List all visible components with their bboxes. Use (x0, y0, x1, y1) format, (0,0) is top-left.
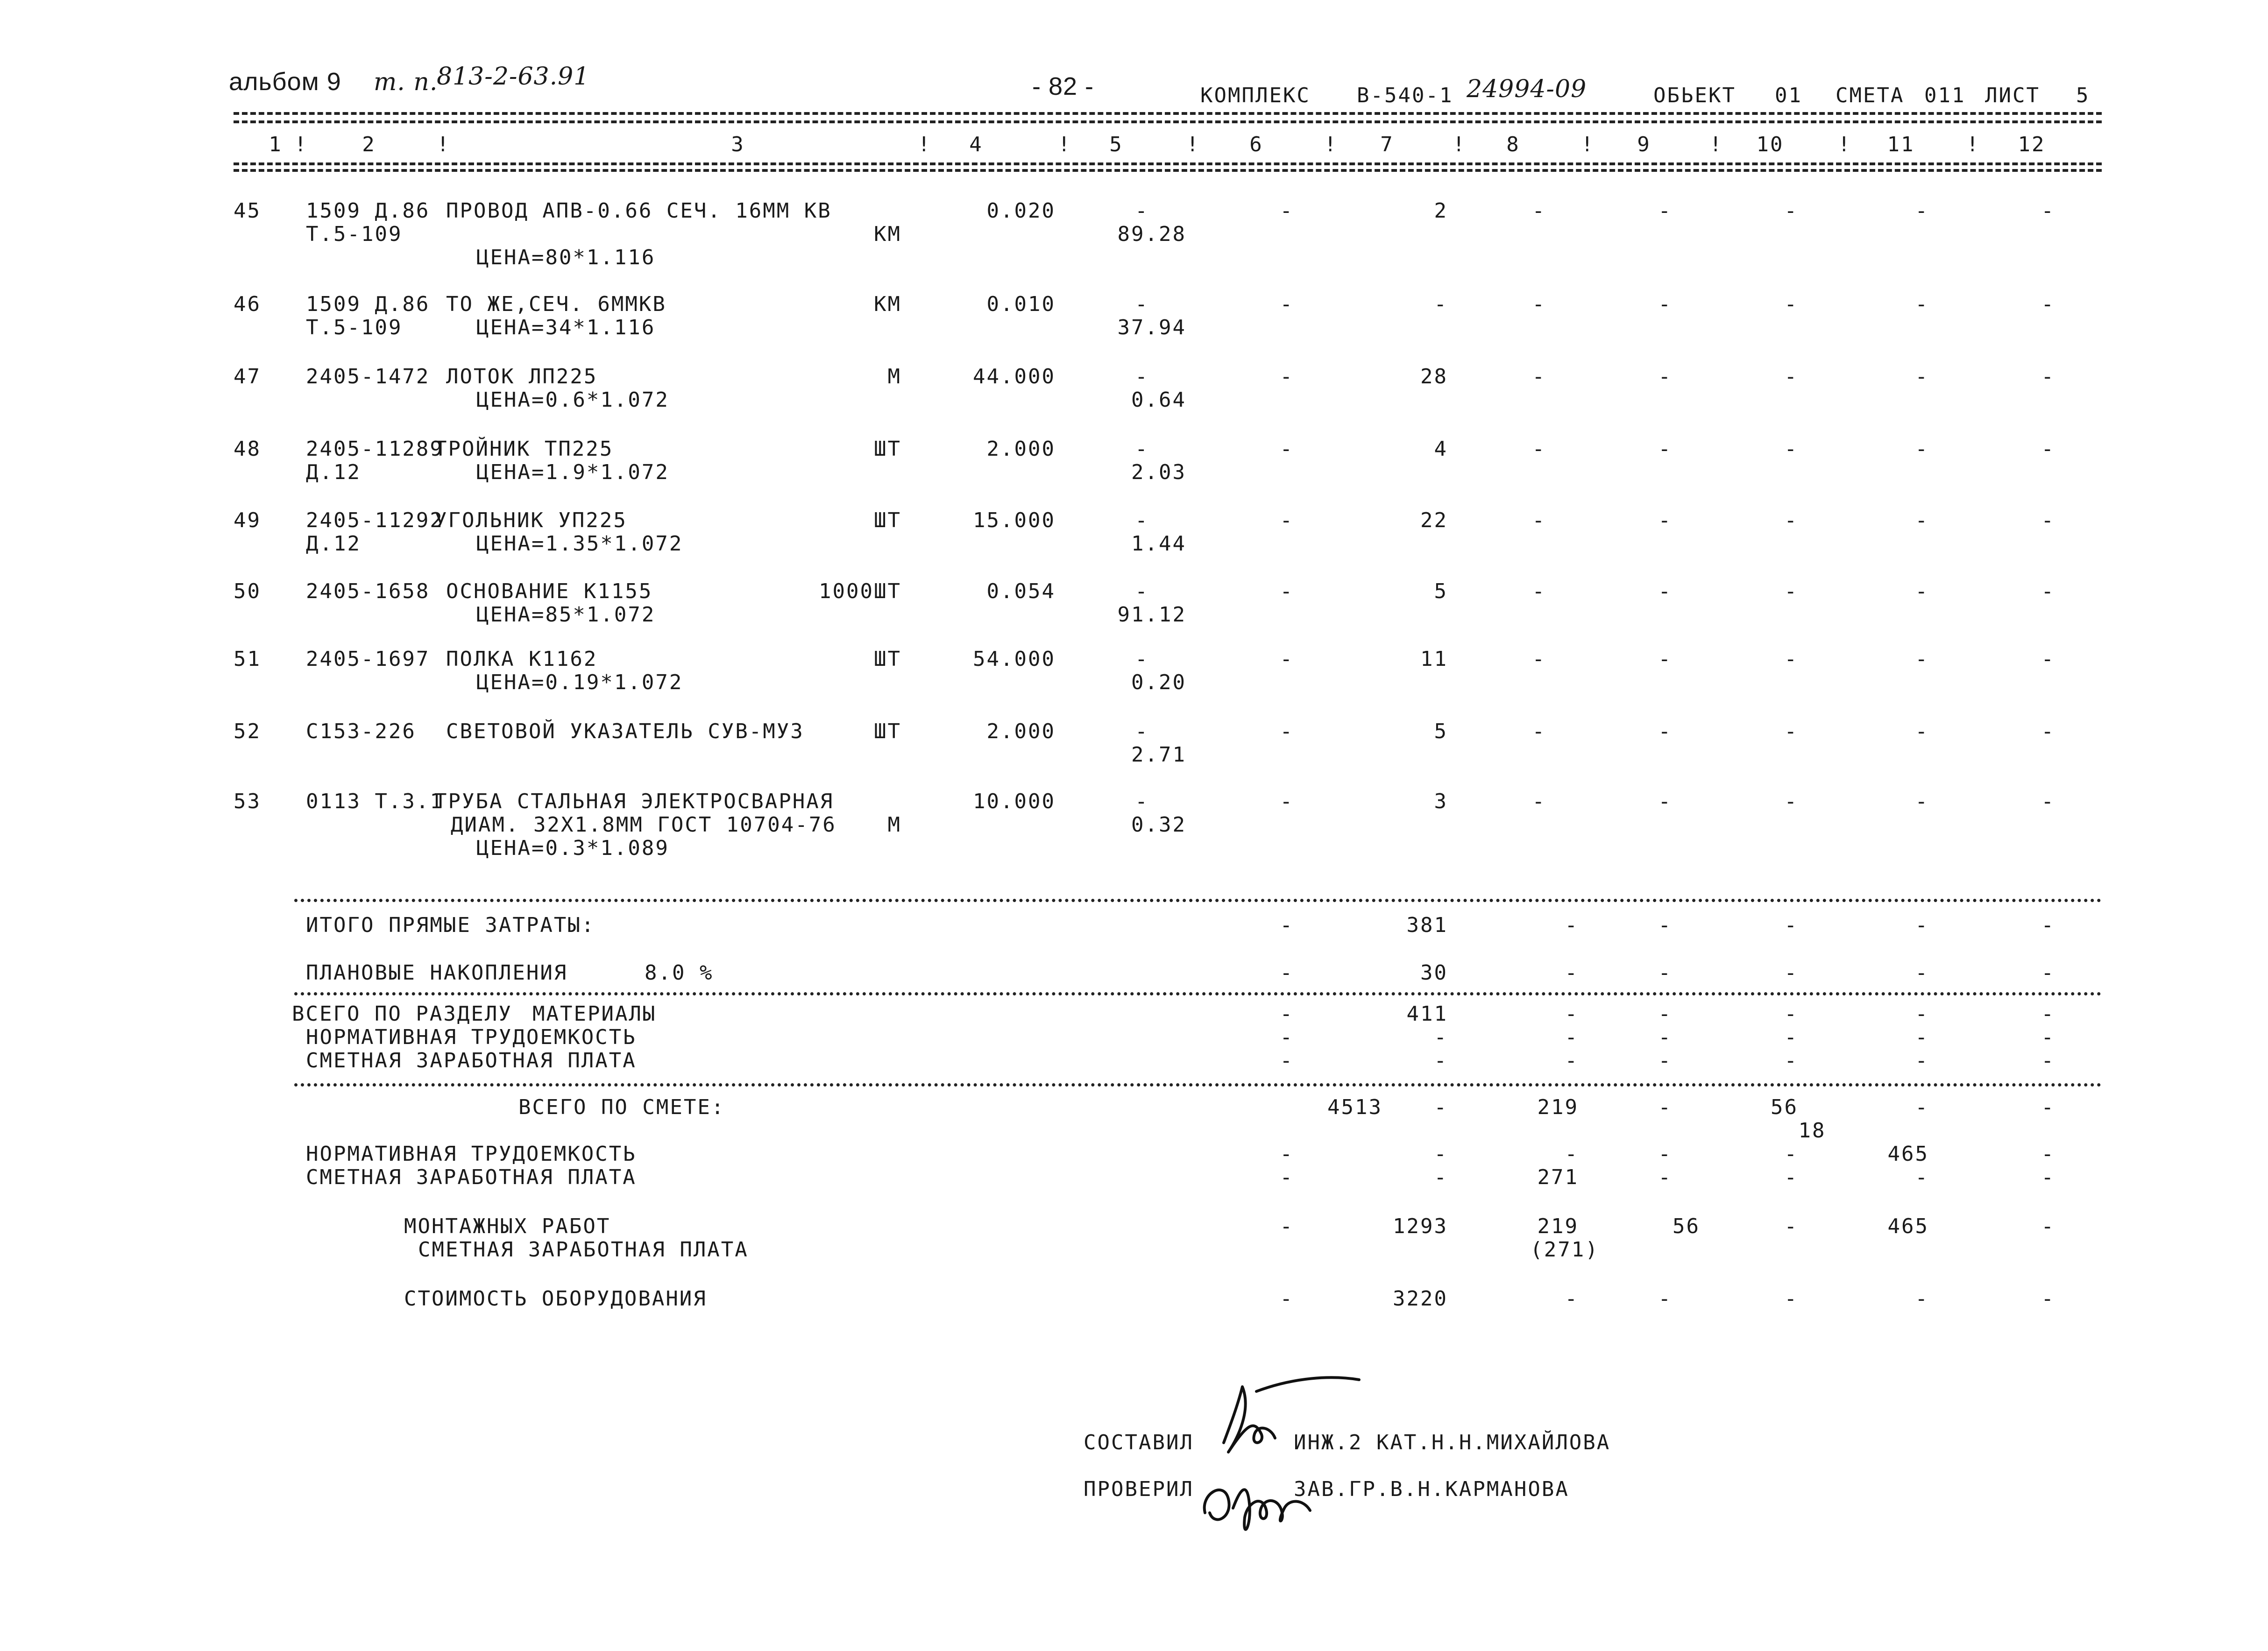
totals-cell: - (1434, 1165, 1448, 1189)
totals-cell: - (1658, 1002, 1672, 1026)
row-c9: - (1658, 647, 1672, 671)
row-c11: - (1915, 365, 1929, 388)
col-header: 7 (1380, 133, 1394, 156)
row-c10: - (1784, 720, 1798, 743)
estimate-labor-label: НОРМАТИВНАЯ ТРУДОЕМКОСТЬ (306, 1142, 637, 1166)
row-description: ТРУБА СТАЛЬНАЯ ЭЛЕКТРОСВАРНАЯ (434, 790, 834, 813)
estimate-total-label: ВСЕГО ПО СМЕТЕ: (518, 1095, 725, 1119)
row-price-formula: ЦЕНА=34*1.116 (476, 316, 656, 339)
row-c10: - (1784, 292, 1798, 316)
row-c9: - (1658, 720, 1672, 743)
row-c12: - (2041, 647, 2055, 671)
totals-cell: - (1784, 1025, 1798, 1049)
totals-cell: - (1658, 1165, 1672, 1189)
row-col5-dash: - (1135, 437, 1149, 461)
row-code: 2405-1697 (306, 647, 430, 671)
header-rule-top-2 (234, 120, 2102, 123)
row-code: 0113 Т.3.1 (306, 790, 444, 813)
col-header: 9 (1637, 133, 1651, 156)
row-c6: - (1280, 292, 1294, 316)
row-c8: - (1532, 199, 1546, 223)
row-price-formula: ДИАМ. 32Х1.8ММ ГОСТ 10704-76 (451, 813, 836, 837)
row-unit-price: 89.28 (1117, 222, 1186, 246)
totals-cell: - (1915, 1287, 1929, 1311)
row-quantity: 2.000 (986, 437, 1056, 461)
section-labor-label: НОРМАТИВНАЯ ТРУДОЕМКОСТЬ (306, 1025, 637, 1049)
row-price-formula: ЦЕНА=0.19*1.072 (476, 670, 683, 694)
row-col5-dash: - (1135, 720, 1149, 743)
page-number: - 82 - (1032, 72, 1094, 100)
totals-cell: - (1658, 961, 1672, 985)
row-c8: - (1532, 647, 1546, 671)
totals-cell: - (1915, 913, 1929, 937)
row-quantity: 0.020 (986, 199, 1056, 223)
totals-cell: - (1280, 1287, 1294, 1311)
row-unit-price: 91.12 (1117, 603, 1186, 627)
totals-cell: - (1565, 1287, 1579, 1311)
totals-cell: 271 (1537, 1165, 1579, 1189)
row-description: СВЕТОВОЙ УКАЗАТЕЛЬ СУВ-МУЗ (446, 720, 804, 743)
totals-cell: - (1784, 1142, 1798, 1166)
row-reference: Д.12 (306, 460, 361, 484)
col-separator: ! (1838, 133, 1852, 156)
equipment-cost-label: СТОИМОСТЬ ОБОРУДОВАНИЯ (404, 1287, 707, 1311)
totals-cell: - (1915, 1025, 1929, 1049)
col-separator: ! (294, 133, 308, 156)
totals-cell: - (2041, 1025, 2055, 1049)
totals-cell: 3220 (1393, 1287, 1448, 1311)
row-price-formula-2: ЦЕНА=0.3*1.089 (476, 836, 669, 860)
row-col5-dash: - (1135, 647, 1149, 671)
row-c6: - (1280, 720, 1294, 743)
col-header: 5 (1109, 133, 1123, 156)
totals-cell: - (1565, 1049, 1579, 1072)
row-reference: Д.12 (306, 532, 361, 556)
row-c12: - (2041, 720, 2055, 743)
row-c7: 3 (1434, 790, 1448, 813)
totals-cell: - (1565, 1002, 1579, 1026)
totals-cell: - (1280, 1165, 1294, 1189)
totals-cell: 4513 (1327, 1095, 1382, 1119)
row-c11: - (1915, 790, 1929, 813)
row-c7: 5 (1434, 579, 1448, 603)
checked-label: ПРОВЕРИЛ (1084, 1477, 1194, 1501)
row-col5-dash: - (1135, 579, 1149, 603)
row-reference: Т.5-109 (306, 222, 403, 246)
col-separator: ! (437, 133, 451, 156)
row-unit: КМ (874, 292, 901, 316)
row-c12: - (2041, 365, 2055, 388)
totals-cell: - (2041, 1142, 2055, 1166)
object-label: ОБЬЕКТ (1653, 84, 1736, 107)
totals-cell: - (2041, 1165, 2055, 1189)
row-code: С153-226 (306, 720, 416, 743)
row-c9: - (1658, 199, 1672, 223)
row-c6: - (1280, 365, 1294, 388)
row-c10: - (1784, 790, 1798, 813)
row-quantity: 44.000 (973, 365, 1056, 388)
totals-cell: - (1280, 1214, 1294, 1238)
totals-cell: 1293 (1393, 1214, 1448, 1238)
header-rule-top (234, 112, 2102, 115)
row-quantity: 54.000 (973, 647, 1056, 671)
row-c7: 28 (1420, 365, 1448, 388)
totals-cell: - (1280, 961, 1294, 985)
row-col5-dash: - (1135, 199, 1149, 223)
totals-cell: - (1658, 1095, 1672, 1119)
estimate-label: СМЕТА (1836, 84, 1905, 107)
tp-label: т. п. (374, 68, 438, 96)
row-c7: 11 (1420, 647, 1448, 671)
row-c12: - (2041, 199, 2055, 223)
row-c8: - (1532, 579, 1546, 603)
col-separator: ! (1966, 133, 1980, 156)
row-unit-price: 0.64 (1131, 388, 1186, 412)
row-c6: - (1280, 790, 1294, 813)
col-header: 6 (1249, 133, 1263, 156)
row-unit: ШТ (874, 508, 901, 532)
col-separator: ! (1058, 133, 1072, 156)
row-description: ПОЛКА К1162 (446, 647, 598, 671)
row-description: УГОЛЬНИК УП225 (434, 508, 627, 532)
row-col5-dash: - (1135, 790, 1149, 813)
totals-cell: - (1434, 1049, 1448, 1072)
installation-label: МОНТАЖНЫХ РАБОТ (404, 1214, 611, 1238)
totals-divider-2 (294, 992, 2102, 995)
row-c10: - (1784, 647, 1798, 671)
totals-cell: - (1434, 1095, 1448, 1119)
row-code: 2405-1658 (306, 579, 430, 603)
totals-cell: 465 (1887, 1214, 1929, 1238)
composed-label: СОСТАВИЛ (1084, 1431, 1194, 1454)
row-description: ПРОВОД АПВ-0.66 СЕЧ. 16ММ КВ (446, 199, 832, 223)
row-unit-price: 2.03 (1131, 460, 1186, 484)
checked-by: ЗАВ.ГР.В.Н.КАРМАНОВА (1294, 1477, 1569, 1501)
section-total-name: МАТЕРИАЛЫ (532, 1002, 657, 1026)
row-reference: Т.5-109 (306, 316, 403, 339)
row-unit-price: 37.94 (1117, 316, 1186, 339)
row-c7: 5 (1434, 720, 1448, 743)
totals-cell: - (1280, 1049, 1294, 1072)
row-code: 1509 Д.86 (306, 292, 430, 316)
row-c11: - (1915, 647, 1929, 671)
row-c8: - (1532, 437, 1546, 461)
row-c10: - (1784, 579, 1798, 603)
installation-wage-label: СМЕТНАЯ ЗАРАБОТНАЯ ПЛАТА (418, 1238, 749, 1262)
estimate-wage-label: СМЕТНАЯ ЗАРАБОТНАЯ ПЛАТА (306, 1165, 637, 1189)
totals-cell: - (1915, 1002, 1929, 1026)
row-c7: - (1434, 292, 1448, 316)
estimate-value: 011 (1924, 84, 1966, 107)
object-value: 01 (1775, 84, 1802, 107)
row-c6: - (1280, 508, 1294, 532)
totals-cell: 381 (1406, 913, 1448, 937)
row-quantity: 10.000 (973, 790, 1056, 813)
row-quantity: 15.000 (973, 508, 1056, 532)
row-c9: - (1658, 365, 1672, 388)
col-header: 8 (1506, 133, 1520, 156)
row-c8: - (1532, 790, 1546, 813)
row-description: ТО ЖЕ,СЕЧ. 6ММКВ (446, 292, 666, 316)
totals-cell: - (1784, 1287, 1798, 1311)
totals-cell: 465 (1887, 1142, 1929, 1166)
col-separator: ! (1324, 133, 1338, 156)
totals-cell: - (1784, 1165, 1798, 1189)
row-c9: - (1658, 292, 1672, 316)
album-label: альбом 9 (229, 68, 341, 96)
row-unit: КМ (874, 222, 901, 246)
row-unit: ШТ (874, 647, 901, 671)
row-c11: - (1915, 437, 1929, 461)
totals-cell: - (1565, 1142, 1579, 1166)
totals-cell: - (1280, 1142, 1294, 1166)
row-quantity: 0.054 (986, 579, 1056, 603)
row-number: 51 (234, 647, 261, 671)
totals-cell: 411 (1406, 1002, 1448, 1026)
row-c6: - (1280, 579, 1294, 603)
complex-label: КОМПЛЕКС (1200, 84, 1311, 107)
totals-cell: 219 (1537, 1095, 1579, 1119)
row-number: 46 (234, 292, 261, 316)
row-price-formula-2: ЦЕНА=80*1.116 (476, 246, 656, 269)
row-number: 52 (234, 720, 261, 743)
row-c11: - (1915, 199, 1929, 223)
totals-cell: - (1915, 1049, 1929, 1072)
row-code: 1509 Д.86 (306, 199, 430, 223)
totals-cell: - (1784, 961, 1798, 985)
row-c11: - (1915, 579, 1929, 603)
planned-accumulations-label: ПЛАНОВЫЕ НАКОПЛЕНИЯ (306, 961, 568, 985)
row-price-formula: ЦЕНА=1.35*1.072 (476, 532, 683, 556)
col-header: 2 (362, 133, 376, 156)
row-c10: - (1784, 508, 1798, 532)
complex-handwritten: 24994-09 (1467, 75, 1587, 103)
row-c12: - (2041, 508, 2055, 532)
row-unit-price: 1.44 (1131, 532, 1186, 556)
totals-cell: - (1565, 913, 1579, 937)
sheet-label: ЛИСТ (1985, 84, 2040, 107)
section-total-label: ВСЕГО ПО РАЗДЕЛУ (292, 1002, 512, 1026)
col-header: 12 (2018, 133, 2046, 156)
row-c10: - (1784, 437, 1798, 461)
totals-cell: - (1658, 1287, 1672, 1311)
row-unit: 1000ШТ (819, 579, 901, 603)
row-c9: - (1658, 790, 1672, 813)
row-c12: - (2041, 790, 2055, 813)
row-quantity: 0.010 (986, 292, 1056, 316)
row-number: 47 (234, 365, 261, 388)
row-c10: - (1784, 199, 1798, 223)
col-separator: ! (918, 133, 932, 156)
totals-cell: - (1915, 1165, 1929, 1189)
totals-cell: - (1565, 1025, 1579, 1049)
totals-cell: - (1658, 1142, 1672, 1166)
row-c8: - (1532, 508, 1546, 532)
header-rule-bottom-2 (234, 169, 2102, 172)
row-c6: - (1280, 647, 1294, 671)
header-rule-bottom (234, 162, 2102, 165)
tp-number: 813-2-63.91 (437, 63, 590, 91)
col-header: 11 (1887, 133, 1915, 156)
row-c6: - (1280, 199, 1294, 223)
row-c9: - (1658, 508, 1672, 532)
row-unit-price: 2.71 (1131, 743, 1186, 767)
row-col5-dash: - (1135, 365, 1149, 388)
row-unit: М (887, 365, 901, 388)
row-c6: - (1280, 437, 1294, 461)
totals-divider-3 (294, 1083, 2102, 1087)
composed-by: ИНЖ.2 КАТ.Н.Н.МИХАЙЛОВА (1294, 1431, 1611, 1454)
totals-cell: - (2041, 1287, 2055, 1311)
row-c7: 2 (1434, 199, 1448, 223)
row-code: 2405-11292 (306, 508, 444, 532)
row-code: 2405-11289 (306, 437, 444, 461)
totals-cell: - (1784, 1002, 1798, 1026)
sheet-value: 5 (2076, 84, 2090, 107)
col-header: 4 (969, 133, 983, 156)
totals-cell: - (2041, 1002, 2055, 1026)
totals-cell: - (1565, 961, 1579, 985)
totals-cell: - (1280, 913, 1294, 937)
totals-cell: - (1658, 1049, 1672, 1072)
col-separator: ! (1709, 133, 1723, 156)
row-number: 50 (234, 579, 261, 603)
row-description: ТРОЙНИК ТП225 (434, 437, 614, 461)
row-number: 49 (234, 508, 261, 532)
totals-cell: - (1784, 1049, 1798, 1072)
totals-cell: 219 (1537, 1214, 1579, 1238)
row-c11: - (1915, 508, 1929, 532)
totals-cell: 56 (1673, 1214, 1700, 1238)
row-c12: - (2041, 437, 2055, 461)
row-price-formula: ЦЕНА=0.6*1.072 (476, 388, 669, 412)
col-separator: ! (1186, 133, 1200, 156)
row-unit: ШТ (874, 720, 901, 743)
totals-cell: - (1434, 1025, 1448, 1049)
totals-cell: - (2041, 961, 2055, 985)
row-c9: - (1658, 579, 1672, 603)
row-number: 48 (234, 437, 261, 461)
row-description: ЛОТОК ЛП225 (446, 365, 598, 388)
row-unit: ШТ (874, 437, 901, 461)
totals-cell: - (2041, 1049, 2055, 1072)
totals-cell: 30 (1420, 961, 1448, 985)
row-c12: - (2041, 292, 2055, 316)
col-separator: ! (1453, 133, 1467, 156)
totals-cell: - (2041, 913, 2055, 937)
totals-cell: - (1280, 1025, 1294, 1049)
row-c8: - (1532, 720, 1546, 743)
col-header: 3 (731, 133, 745, 156)
col-header: 1 (269, 133, 283, 156)
row-c11: - (1915, 292, 1929, 316)
totals-cell: - (2041, 1095, 2055, 1119)
row-quantity: 2.000 (986, 720, 1056, 743)
row-c10: - (1784, 365, 1798, 388)
row-c7: 4 (1434, 437, 1448, 461)
row-unit-price: 0.32 (1131, 813, 1186, 837)
row-col5-dash: - (1135, 292, 1149, 316)
totals-divider-1 (294, 899, 2102, 902)
row-col5-dash: - (1135, 508, 1149, 532)
col-separator: ! (1581, 133, 1595, 156)
row-c12: - (2041, 579, 2055, 603)
section-wage-label: СМЕТНАЯ ЗАРАБОТНАЯ ПЛАТА (306, 1049, 637, 1072)
totals-cell: - (1915, 961, 1929, 985)
totals-cell: - (1434, 1142, 1448, 1166)
row-description: ОСНОВАНИЕ К1155 (446, 579, 653, 603)
row-price-formula: ЦЕНА=85*1.072 (476, 603, 656, 627)
col-header: 10 (1756, 133, 1784, 156)
row-unit: М (887, 813, 901, 837)
row-c7: 22 (1420, 508, 1448, 532)
planned-accumulations-pct: 8.0 % (645, 961, 714, 985)
direct-costs-label: ИТОГО ПРЯМЫЕ ЗАТРАТЫ: (306, 913, 595, 937)
totals-cell: - (1784, 913, 1798, 937)
totals-cell: - (1784, 1214, 1798, 1238)
complex-code: В-540-1 (1357, 84, 1453, 107)
row-c11: - (1915, 720, 1929, 743)
row-unit-price: 0.20 (1131, 670, 1186, 694)
totals-cell: - (1658, 1025, 1672, 1049)
row-price-formula: ЦЕНА=1.9*1.072 (476, 460, 669, 484)
totals-cell: - (1658, 913, 1672, 937)
row-number: 53 (234, 790, 261, 813)
row-c8: - (1532, 292, 1546, 316)
row-c9: - (1658, 437, 1672, 461)
totals-cell: 56 (1771, 1095, 1798, 1119)
totals-cell: - (2041, 1214, 2055, 1238)
row-c8: - (1532, 365, 1546, 388)
row-number: 45 (234, 199, 261, 223)
totals-cell: - (1915, 1095, 1929, 1119)
installation-wage-value: (271) (1530, 1238, 1599, 1262)
estimate-total-extra: 18 (1798, 1119, 1826, 1143)
row-code: 2405-1472 (306, 365, 430, 388)
totals-cell: - (1280, 1002, 1294, 1026)
